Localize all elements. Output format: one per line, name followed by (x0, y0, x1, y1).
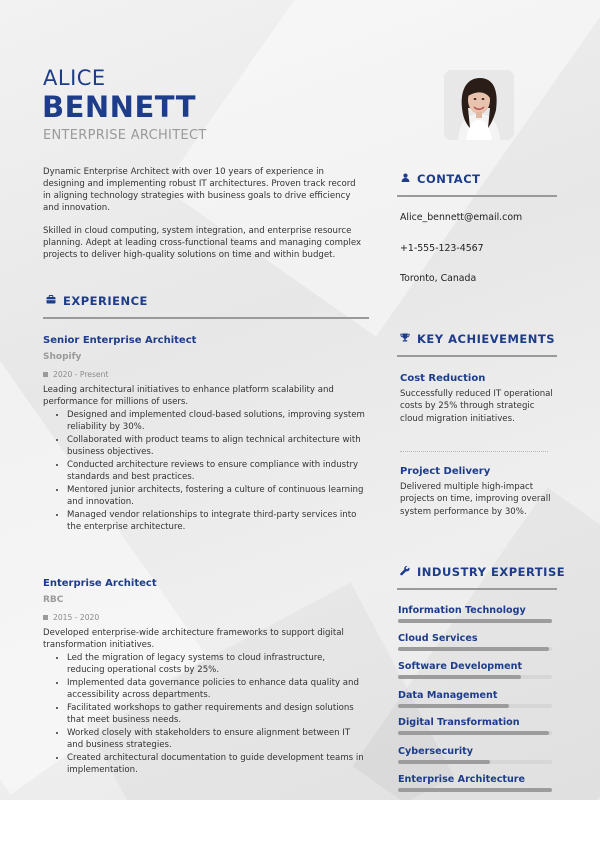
skill-label: Information Technology (398, 605, 526, 616)
skill-bar-fill (398, 675, 521, 679)
contact-location: Toronto, Canada (400, 273, 477, 284)
experience-entry (43, 335, 365, 535)
achievements-divider (397, 355, 557, 357)
skill-bar (398, 760, 552, 764)
profile-photo (444, 70, 514, 140)
skill-label: Software Development (398, 661, 523, 672)
summary-paragraph: Skilled in cloud computing, system integration, and enterprise resource planning. Adept at leading cross-functional teams and managing complex projects to deliver high-quality solutions on time and within budget. (43, 226, 362, 260)
skill-label: Data Management (398, 690, 498, 701)
list-item: • Led the migration of legacy systems to cloud infrastructure, reducing operational costs by 25%. (67, 653, 365, 676)
skill-bar (398, 647, 552, 651)
contact-email[interactable]: Alice_bennett@email.com (400, 212, 523, 223)
list-item: • Mentored junior architects, fostering a culture of continuous learning and innovation. (67, 485, 365, 508)
job-company: Shopify (43, 352, 82, 362)
skill-item (398, 774, 558, 792)
experience-entry (43, 578, 365, 778)
job-description: Leading architectural initiatives to enhance platform scalability and performance for millions of users. (43, 385, 334, 407)
experience-divider (43, 317, 369, 319)
experience-heading (43, 294, 148, 308)
list-item: • Managed vendor relationships to integrate third-party services into the enterprise architecture. (67, 510, 365, 533)
skill-bar-fill (398, 788, 552, 792)
list-item: • Implemented data governance policies to enhance data quality and accessibility across departments. (67, 678, 365, 701)
achievement-separator (400, 451, 548, 452)
summary-paragraph: Dynamic Enterprise Architect with over 10 years of experience in designing and implementing robust IT architectures. Proven track record in aligning technology strategies with business goals to drive efficiency and innovation. (43, 167, 356, 213)
job-dates-text: 2015 - 2020 (53, 613, 100, 622)
skill-bar (398, 675, 552, 679)
skill-item (398, 690, 558, 708)
job-dates (43, 613, 365, 622)
achievement-title: Cost Reduction (400, 373, 486, 384)
expertise-divider (397, 588, 557, 590)
achievements-heading (397, 332, 555, 346)
list-item: • Designed and implemented cloud-based solutions, improving system reliability by 30%. (67, 410, 365, 433)
job-bullets (43, 410, 365, 533)
skill-item (398, 661, 558, 679)
skill-bar-fill (398, 704, 509, 708)
list-item: • Created architectural documentation to guide development teams in implementation. (67, 753, 365, 776)
contact-heading-text: CONTACT (417, 172, 481, 186)
achievement-item (400, 466, 560, 518)
achievement-text: Successfully reduced IT operational costs by 25% through strategic cloud migration initiatives. (400, 389, 553, 424)
person-icon (397, 173, 413, 185)
list-item: • Collaborated with product teams to align technical architecture with business objectives. (67, 435, 365, 458)
last-name: BENNETT (42, 90, 196, 124)
experience-heading-text: EXPERIENCE (63, 294, 148, 308)
professional-summary (43, 166, 363, 272)
contact-phone[interactable]: +1-555-123-4567 (400, 243, 484, 254)
job-company: RBC (43, 595, 64, 605)
job-role: Enterprise Architect (43, 578, 157, 589)
job-dates-text: 2020 - Present (53, 370, 109, 379)
skill-bar (398, 619, 552, 623)
list-item: • Worked closely with stakeholders to ensure alignment between IT and business strategies. (67, 728, 365, 751)
expertise-heading-text: INDUSTRY EXPERTISE (417, 565, 566, 579)
first-name: ALICE (43, 66, 106, 90)
briefcase-icon (43, 295, 59, 307)
skill-bar-fill (398, 760, 490, 764)
skill-bar (398, 731, 552, 735)
wrench-icon (397, 566, 413, 579)
skill-item (398, 746, 558, 764)
skill-item (398, 633, 558, 651)
list-item: • Conducted architecture reviews to ensure compliance with industry standards and best practices. (67, 460, 365, 483)
profile-photo-image (444, 70, 514, 140)
list-item: • Facilitated workshops to gather requirements and design solutions that meet business needs. (67, 703, 365, 726)
skill-bar-fill (398, 647, 549, 651)
skill-label: Cybersecurity (398, 746, 473, 757)
contact-divider (397, 195, 557, 197)
trophy-icon (397, 333, 413, 345)
skill-item (398, 605, 558, 623)
job-dates (43, 370, 365, 379)
skill-bar-fill (398, 619, 552, 623)
job-bullets (43, 653, 365, 776)
contact-heading (397, 172, 480, 186)
expertise-heading (397, 565, 565, 579)
skill-label: Enterprise Architecture (398, 774, 526, 785)
achievements-heading-text: KEY ACHIEVEMENTS (417, 332, 556, 346)
achievement-title: Project Delivery (400, 466, 491, 477)
skill-label: Cloud Services (398, 633, 478, 644)
achievement-text: Delivered multiple high-impact projects on time, improving overall system performance by 30%. (400, 482, 551, 517)
calendar-icon (43, 372, 48, 377)
job-description: Developed enterprise-wide architecture frameworks to support digital transformation initiatives. (43, 628, 344, 650)
skill-item (398, 717, 558, 735)
job-title: ENTERPRISE ARCHITECT (43, 128, 207, 143)
skill-bar (398, 788, 552, 792)
skill-label: Digital Transformation (398, 717, 520, 728)
job-role: Senior Enterprise Architect (43, 335, 197, 346)
achievement-item (400, 373, 560, 425)
skill-bar-fill (398, 731, 549, 735)
calendar-icon (43, 615, 48, 620)
skill-bar (398, 704, 552, 708)
